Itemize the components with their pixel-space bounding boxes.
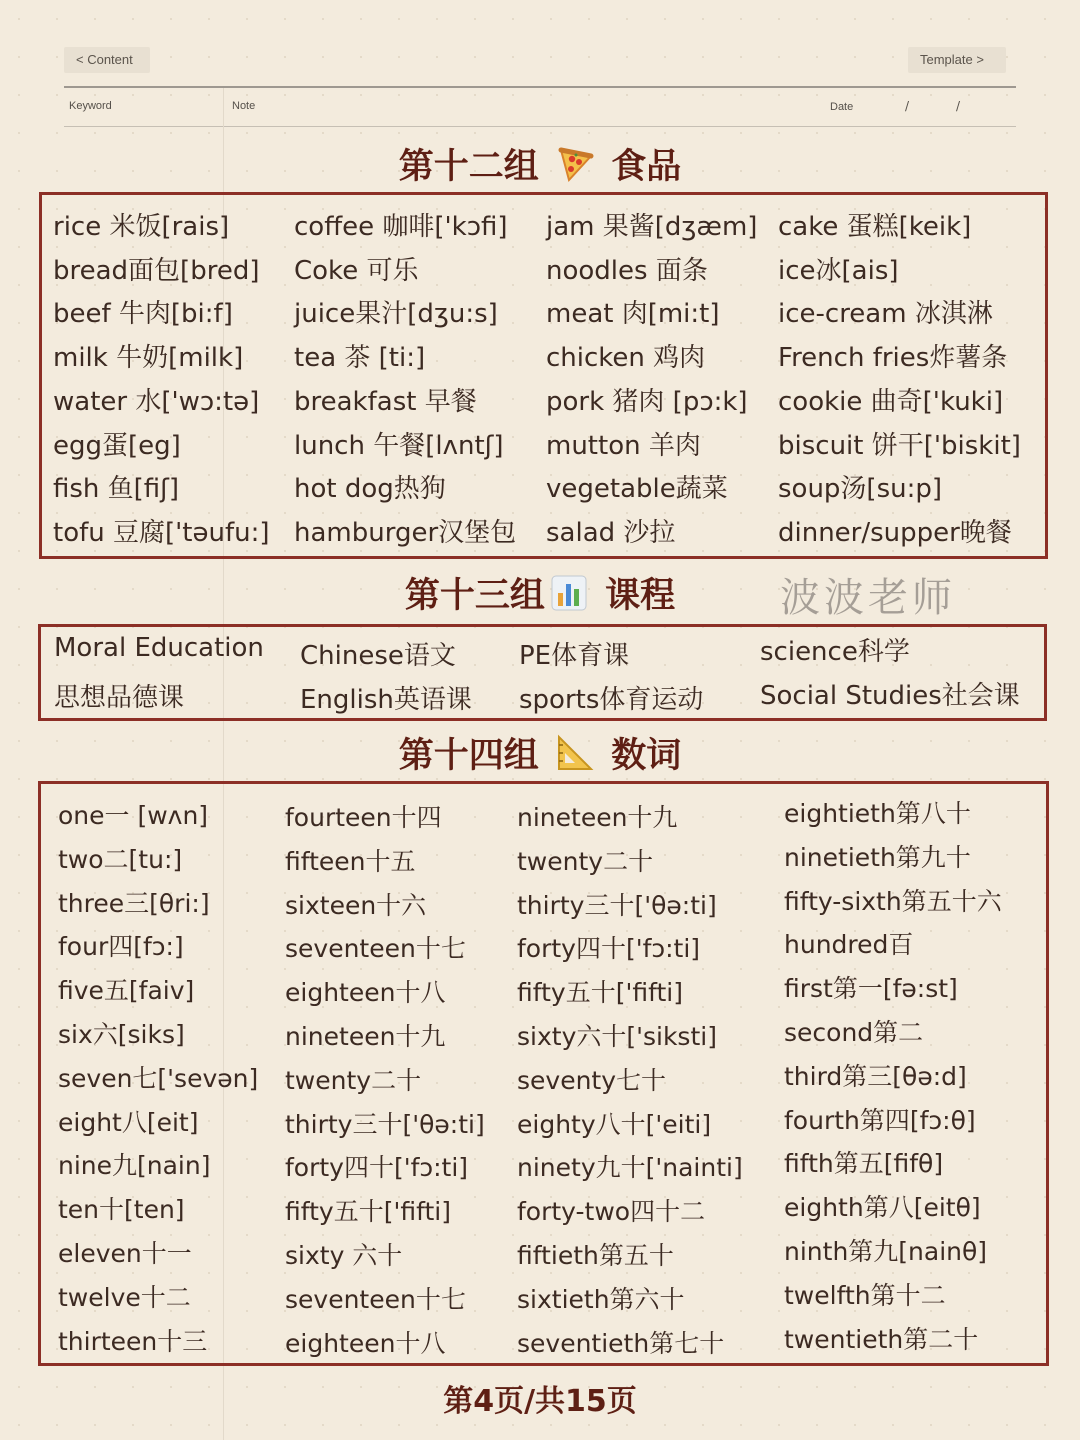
- numeral-entry: seven七['sevən]: [58, 1064, 259, 1093]
- numeral-entry: first第一[fə:st]: [784, 974, 958, 1003]
- food-vocab-entry: juice果汁[dʒu:s]: [294, 299, 498, 329]
- numeral-entry: three三[θri:]: [58, 889, 210, 918]
- section-12-title: [0, 139, 1080, 193]
- numeral-entry: forty-two四十二: [517, 1197, 706, 1226]
- numeral-entry: ninety九十['nainti]: [517, 1153, 743, 1182]
- numeral-entry: eighteen十八: [285, 978, 446, 1007]
- numeral-entry: thirty三十['θə:ti]: [285, 1110, 485, 1139]
- numeral-entry: fiftieth第五十: [517, 1241, 674, 1270]
- course-entry: PE体育课: [519, 641, 630, 671]
- numeral-entry: third第三[θə:d]: [784, 1062, 967, 1091]
- course-entry: Moral Education: [54, 633, 264, 663]
- numeral-entry: forty四十['fɔ:ti]: [285, 1153, 469, 1182]
- food-vocab-entry: soup汤[su:p]: [778, 474, 943, 504]
- food-vocab-entry: meat 肉[mi:t]: [546, 299, 720, 329]
- food-vocab-entry: lunch 午餐[lʌntʃ]: [294, 431, 504, 461]
- numeral-entry: twenty二十: [517, 847, 654, 876]
- numeral-entry: sixteen十六: [285, 891, 427, 920]
- section-13-title-right: 课程: [605, 576, 676, 616]
- numeral-entry: seventeen十七: [285, 934, 466, 963]
- food-vocab-entry: mutton 羊肉: [546, 431, 701, 461]
- numeral-entry: fifty五十['fifti]: [517, 978, 683, 1007]
- numeral-entry: nineteen十九: [517, 803, 678, 832]
- numeral-entry: eleven十一: [58, 1239, 192, 1268]
- header-rule: [64, 86, 1016, 88]
- section-13-title-left: 第十三组: [404, 576, 545, 616]
- food-vocab-entry: beef 牛肉[bi:f]: [53, 299, 233, 329]
- content-back-button[interactable]: < Content: [64, 47, 150, 73]
- numeral-entry: hundred百: [784, 930, 914, 959]
- food-vocab-entry: hot dog热狗: [294, 474, 446, 504]
- numeral-entry: seventieth第七十: [517, 1329, 725, 1358]
- numeral-entry: ninth第九[nainθ]: [784, 1237, 988, 1266]
- numeral-entry: ten十[ten]: [58, 1195, 185, 1224]
- numeral-entry: thirty三十['θə:ti]: [517, 891, 717, 920]
- food-vocab-entry: noodles 面条: [546, 256, 708, 286]
- numeral-entry: twenty二十: [285, 1066, 422, 1095]
- numeral-entry: fifty五十['fifti]: [285, 1197, 451, 1226]
- food-vocab-entry: salad 沙拉: [546, 518, 676, 548]
- food-vocab-entry: cake 蛋糕[keik]: [778, 212, 972, 242]
- bar-chart-icon: [549, 573, 589, 622]
- numeral-entry: eight八[eit]: [58, 1108, 199, 1137]
- food-vocab-entry: tea 茶 [ti:]: [294, 343, 426, 373]
- numeral-entry: nineteen十九: [285, 1022, 446, 1051]
- numeral-entry: forty四十['fɔ:ti]: [517, 934, 701, 963]
- food-vocab-entry: pork 猪肉 [pɔ:k]: [546, 387, 748, 417]
- numeral-entry: seventeen十七: [285, 1285, 466, 1314]
- food-vocab-entry: ice冰[ais]: [778, 256, 899, 286]
- numeral-entry: sixty 六十: [285, 1241, 403, 1270]
- watermark-text: 波波老师: [780, 575, 956, 621]
- numeral-entry: one一 [wʌn]: [58, 801, 209, 830]
- food-vocab-entry: hamburger汉堡包: [294, 518, 517, 548]
- numeral-entry: second第二: [784, 1018, 924, 1047]
- numeral-entry: eightieth第八十: [784, 799, 971, 828]
- numeral-entry: two二[tu:]: [58, 845, 183, 874]
- food-vocab-entry: ice-cream 冰淇淋: [778, 299, 993, 329]
- numeral-entry: ninetieth第九十: [784, 843, 971, 872]
- section-14-title-right: 数词: [611, 736, 682, 776]
- numeral-entry: fifteen十五: [285, 847, 416, 876]
- pizza-icon: [555, 144, 595, 193]
- section-12-title-right: 食品: [611, 147, 682, 187]
- numeral-entry: nine九[nain]: [58, 1151, 211, 1180]
- course-entry: English英语课: [300, 685, 472, 715]
- food-vocab-entry: milk 牛奶[milk]: [53, 343, 244, 373]
- numeral-entry: twelve十二: [58, 1283, 191, 1312]
- numeral-entry: eighty八十['eiti]: [517, 1110, 712, 1139]
- ruler-triangle-icon: [555, 733, 595, 782]
- numeral-entry: thirteen十三: [58, 1327, 208, 1356]
- numeral-entry: eighth第八[eitθ]: [784, 1193, 981, 1222]
- food-vocab-entry: breakfast 早餐: [294, 387, 477, 417]
- food-vocab-entry: bread面包[bred]: [53, 256, 260, 286]
- template-button[interactable]: Template >: [908, 47, 1006, 73]
- section-12-title-left: 第十二组: [398, 147, 539, 187]
- numeral-entry: fourth第四[fɔ:θ]: [784, 1106, 976, 1135]
- course-entry: Chinese语文: [300, 641, 456, 671]
- numeral-entry: sixtieth第六十: [517, 1285, 685, 1314]
- numeral-entry: sixty六十['siksti]: [517, 1022, 717, 1051]
- date-label: Date: [830, 101, 854, 113]
- numeral-entry: fifty-sixth第五十六: [784, 887, 1002, 916]
- food-vocab-entry: dinner/supper晚餐: [778, 518, 1012, 548]
- food-vocab-entry: tofu 豆腐['təufu:]: [53, 518, 270, 548]
- numeral-entry: eighteen十八: [285, 1329, 446, 1358]
- numeral-entry: twentieth第二十: [784, 1325, 979, 1354]
- food-vocab-entry: biscuit 饼干['biskit]: [778, 431, 1021, 461]
- numeral-entry: fifth第五[fifθ]: [784, 1149, 944, 1178]
- keyword-label: Keyword: [69, 100, 112, 112]
- food-vocab-entry: rice 米饭[rais]: [53, 212, 230, 242]
- food-vocab-entry: water 水['wɔ:tə]: [53, 387, 260, 417]
- section-14-title-left: 第十四组: [398, 736, 539, 776]
- numeral-entry: twelfth第十二: [784, 1281, 946, 1310]
- course-entry: Social Studies社会课: [760, 681, 1020, 711]
- course-entry: 思想品德课: [54, 683, 185, 713]
- food-vocab-entry: French fries炸薯条: [778, 343, 1008, 373]
- date-slash: /: [905, 99, 910, 113]
- section-14-title: [0, 728, 1080, 782]
- food-vocab-entry: jam 果酱[dʒæm]: [546, 212, 758, 242]
- numeral-entry: seventy七十: [517, 1066, 667, 1095]
- food-vocab-entry: chicken 鸡肉: [546, 343, 706, 373]
- numeral-entry: fourteen十四: [285, 803, 442, 832]
- note-label: Note: [232, 100, 256, 112]
- food-vocab-entry: vegetable蔬菜: [546, 474, 728, 504]
- course-entry: sports体育运动: [519, 685, 704, 715]
- numeral-entry: six六[siks]: [58, 1020, 185, 1049]
- food-vocab-entry: fish 鱼[fiʃ]: [53, 474, 180, 504]
- page-indicator: 第4页/共15页: [443, 1384, 637, 1419]
- course-entry: science科学: [760, 637, 910, 667]
- header-rule-bottom: [64, 126, 1016, 127]
- numeral-entry: five五[faiv]: [58, 976, 195, 1005]
- numeral-entry: four四[fɔ:]: [58, 932, 184, 961]
- food-vocab-entry: cookie 曲奇['kuki]: [778, 387, 1004, 417]
- date-slash: /: [956, 99, 961, 113]
- food-vocab-entry: Coke 可乐: [294, 256, 419, 286]
- food-vocab-entry: egg蛋[eg]: [53, 431, 181, 461]
- food-vocab-entry: coffee 咖啡['kɔfi]: [294, 212, 508, 242]
